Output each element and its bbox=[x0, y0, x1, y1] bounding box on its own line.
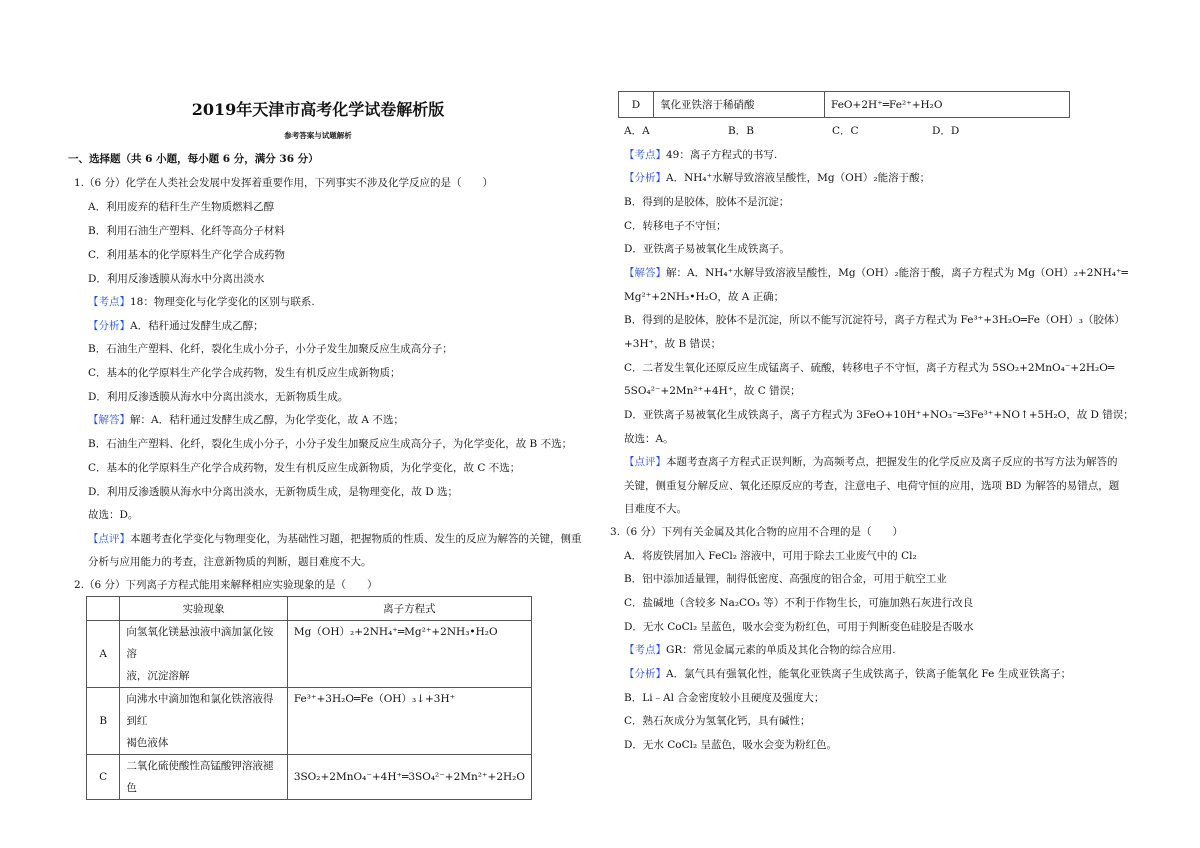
q1-dianping bbox=[88, 532, 582, 546]
fenxi-tag: 【分析】 bbox=[88, 320, 130, 332]
dianping-line: 目难度不大。 bbox=[624, 503, 687, 515]
kaodian-tag: 【考点】 bbox=[624, 644, 666, 656]
jieda-line: 故选：A。 bbox=[624, 433, 674, 445]
fenxi-line: D．利用反渗透膜从海水中分离出淡水，无新物质生成。 bbox=[88, 391, 349, 403]
equation-cell: Mg（OH）₂+2NH₄⁺═Mg²⁺+2NH₃•H₂O bbox=[287, 621, 531, 688]
fenxi-tag: 【分析】 bbox=[624, 172, 666, 184]
kaodian-tag: 【考点】 bbox=[624, 149, 666, 161]
phenomenon-cell bbox=[120, 621, 287, 688]
q2-kaodian bbox=[624, 148, 777, 162]
section-heading: 一、选择题（共 6 小题，每小题 6 分，满分 36 分） bbox=[68, 153, 319, 165]
row-label: D bbox=[619, 92, 654, 118]
q3-option-a: A．将废铁屑加入 FeCl₂ 溶液中，可用于除去工业废气中的 Cl₂ bbox=[624, 550, 917, 562]
table-header-cell: 离子方程式 bbox=[287, 597, 531, 621]
table-header-cell: 实验现象 bbox=[120, 597, 287, 621]
page-title: 2019年天津市高考化学试卷解析版 bbox=[191, 100, 445, 119]
table-row bbox=[87, 755, 532, 800]
dianping-tag: 【点评】 bbox=[88, 533, 130, 545]
q2-choice-b: B．B bbox=[728, 125, 754, 137]
equation-cell: 3SO₂+2MnO₄⁻+4H⁺═3SO₄²⁻+2Mn²⁺+2H₂O bbox=[287, 755, 531, 800]
jieda-line: Mg²⁺+2NH₃•H₂O，故 A 正确； bbox=[624, 291, 785, 303]
phenomenon-cell: 氧化亚铁溶于稀硝酸 bbox=[654, 92, 825, 118]
kaodian-text: 18：物理变化与化学变化的区别与联系. bbox=[130, 296, 315, 308]
jieda-line: 故选：D。 bbox=[88, 509, 139, 521]
phenomenon-cell: 二氧化硫使酸性高锰酸钾溶液褪色 bbox=[120, 755, 287, 800]
phenomenon-line: 褐色液体 bbox=[126, 737, 169, 749]
jieda-line: D．亚铁离子易被氧化生成铁离子，离子方程式为 3FeO+10H⁺+NO₃⁻═3Fe³⁺+NO↑+5H₂O，故 D 错误； bbox=[624, 409, 1134, 421]
fenxi-line: A．氯气具有强氧化性，能氧化亚铁离子生成铁离子，铁离子能氧化 Fe 生成亚铁离子； bbox=[666, 668, 1072, 680]
dianping-line: 本题考查化学变化与物理变化，为基础性习题，把握物质的性质、发生的反应为解答的关键，侧重 bbox=[130, 533, 582, 545]
phenomenon-cell bbox=[120, 688, 287, 755]
kaodian-text: GR：常见金属元素的单质及其化合物的综合应用. bbox=[666, 644, 896, 656]
q2-jieda bbox=[624, 266, 1128, 280]
dianping-line: 分析与应用能力的考查，注意新物质的判断，题目难度不大。 bbox=[88, 556, 372, 568]
q2-dianping bbox=[624, 455, 1118, 469]
jieda-line: 解：A．秸秆通过发酵生成乙醇，为化学变化，故 A 不选； bbox=[130, 414, 404, 426]
fenxi-line: A．NH₄⁺水解导致溶液呈酸性，Mg（OH）₂能溶于酸； bbox=[666, 172, 931, 184]
table-row bbox=[619, 92, 1070, 118]
jieda-line: 解：A．NH₄⁺水解导致溶液呈酸性，Mg（OH）₂能溶于酸，离子方程式为 Mg（OH）₂+2NH₄⁺═ bbox=[666, 267, 1128, 279]
fenxi-line: B．Li﹣Al 合金密度较小且硬度及强度大； bbox=[624, 692, 825, 704]
q1-kaodian bbox=[88, 295, 315, 309]
jieda-tag: 【解答】 bbox=[88, 414, 130, 426]
jieda-line: +3H⁺，故 B 错误； bbox=[624, 338, 722, 350]
fenxi-line: C．熟石灰成分为氢氧化钙，具有碱性； bbox=[624, 715, 811, 727]
fenxi-line: A．秸秆通过发酵生成乙醇； bbox=[130, 320, 264, 332]
q2-table-continued bbox=[618, 91, 1070, 118]
dianping-tag: 【点评】 bbox=[624, 456, 666, 468]
fenxi-tag: 【分析】 bbox=[624, 668, 666, 680]
q3-option-d: D．无水 CoCl₂ 呈蓝色，吸水会变为粉红色，可用于判断变色硅胶是否吸水 bbox=[624, 621, 974, 633]
dianping-line: 本题考查离子方程式正误判断，为高频考点，把握发生的化学反应及离子反应的书写方法为解答的 bbox=[666, 456, 1118, 468]
q2-choice-a: A．A bbox=[624, 125, 650, 137]
q2-choice-c: C．C bbox=[832, 125, 859, 137]
dianping-line: 关键，侧重复分解反应、氧化还原反应的考查，注意电子、电荷守恒的应用，选项 BD 为解答的易错点，题 bbox=[624, 480, 1120, 492]
phenomenon-line: 液，沉淀溶解 bbox=[126, 670, 190, 682]
jieda-line: B．得到的是胶体，胶体不是沉淀，所以不能写沉淀符号，离子方程式为 Fe³⁺+3H₂O═Fe（OH）₃（胶体） bbox=[624, 314, 1125, 326]
jieda-line: B．石油生产塑料、化纤，裂化生成小分子，小分子发生加聚反应生成高分子，为化学变化，故 B 不选； bbox=[88, 438, 573, 450]
row-label: C bbox=[87, 755, 120, 800]
jieda-line: 5SO₄²⁻+2Mn²⁺+4H⁺，故 C 错误； bbox=[624, 385, 801, 397]
table-row bbox=[87, 621, 532, 688]
q2-table bbox=[86, 596, 532, 800]
q2-choice-d: D．D bbox=[932, 125, 960, 137]
table-row bbox=[87, 688, 532, 755]
q3-option-c: C．盐碱地（含较多 Na₂CO₃ 等）不利于作物生长，可施加熟石灰进行改良 bbox=[624, 597, 974, 609]
row-label: A bbox=[87, 621, 120, 688]
fenxi-line: C．基本的化学原料生产化学合成药物，发生有机反应生成新物质； bbox=[88, 367, 401, 379]
jieda-line: C．二者发生氧化还原反应生成锰离子、硫酸，转移电子不守恒，离子方程式为 5SO₂+2MnO₄⁻+2H₂O═ bbox=[624, 362, 1115, 374]
kaodian-tag: 【考点】 bbox=[88, 296, 130, 308]
table-header-row bbox=[87, 597, 532, 621]
jieda-line: C．基本的化学原料生产化学合成药物，发生有机反应生成新物质，为化学变化，故 C 不选； bbox=[88, 462, 521, 474]
phenomenon-line: 向氢氧化镁悬浊液中滴加氯化铵溶 bbox=[126, 626, 274, 660]
q3-kaodian bbox=[624, 643, 896, 657]
q3-option-b: B．铝中添加适量锂，制得低密度、高强度的铝合金，可用于航空工业 bbox=[624, 573, 947, 585]
q1-option-a: A．利用废弃的秸秆生产生物质燃料乙醇 bbox=[88, 201, 275, 213]
fenxi-line: B．得到的是胶体，胶体不是沉淀； bbox=[624, 196, 790, 208]
fenxi-line: B．石油生产塑料、化纤，裂化生成小分子，小分子发生加聚反应生成高分子； bbox=[88, 343, 453, 355]
equation-cell: Fe³⁺+3H₂O═Fe（OH）₃↓+3H⁺ bbox=[287, 688, 531, 755]
q1-option-d: D．利用反渗透膜从海水中分离出淡水 bbox=[88, 273, 265, 285]
page-subtitle: 参考答案与试题解析 bbox=[284, 131, 352, 140]
equation-cell: FeO+2H⁺═Fe²⁺+H₂O bbox=[825, 92, 1070, 118]
q3-fenxi bbox=[624, 667, 1071, 681]
phenomenon-line: 向沸水中滴加饱和氯化铁溶液得到红 bbox=[126, 693, 274, 727]
jieda-line: D．利用反渗透膜从海水中分离出淡水，无新物质生成，是物理变化，故 D 选； bbox=[88, 486, 459, 498]
q1-option-b: B．利用石油生产塑料、化纤等高分子材料 bbox=[88, 225, 285, 237]
fenxi-line: D．亚铁离子易被氧化生成铁离子。 bbox=[624, 243, 790, 255]
jieda-tag: 【解答】 bbox=[624, 267, 666, 279]
kaodian-text: 49：离子方程式的书写. bbox=[666, 149, 778, 161]
fenxi-line: D．无水 CoCl₂ 呈蓝色，吸水会变为粉红色。 bbox=[624, 739, 838, 751]
q1-option-c: C．利用基本的化学原料生产化学合成药物 bbox=[88, 249, 286, 261]
q1-jieda bbox=[88, 413, 404, 427]
row-label: B bbox=[87, 688, 120, 755]
fenxi-line: C．转移电子不守恒； bbox=[624, 220, 727, 232]
table-header-cell bbox=[87, 597, 120, 621]
q2-stem: 2.（6 分）下列离子方程式能用来解释相应实验现象的是（ ） bbox=[74, 579, 378, 591]
q2-fenxi bbox=[624, 171, 930, 185]
q1-stem: 1.（6 分）化学在人类社会发展中发挥着重要作用，下列事实不涉及化学反应的是（ ） bbox=[74, 177, 494, 189]
q3-stem: 3.（6 分）下列有关金属及其化合物的应用不合理的是（ ） bbox=[610, 526, 904, 538]
q1-fenxi bbox=[88, 319, 264, 333]
